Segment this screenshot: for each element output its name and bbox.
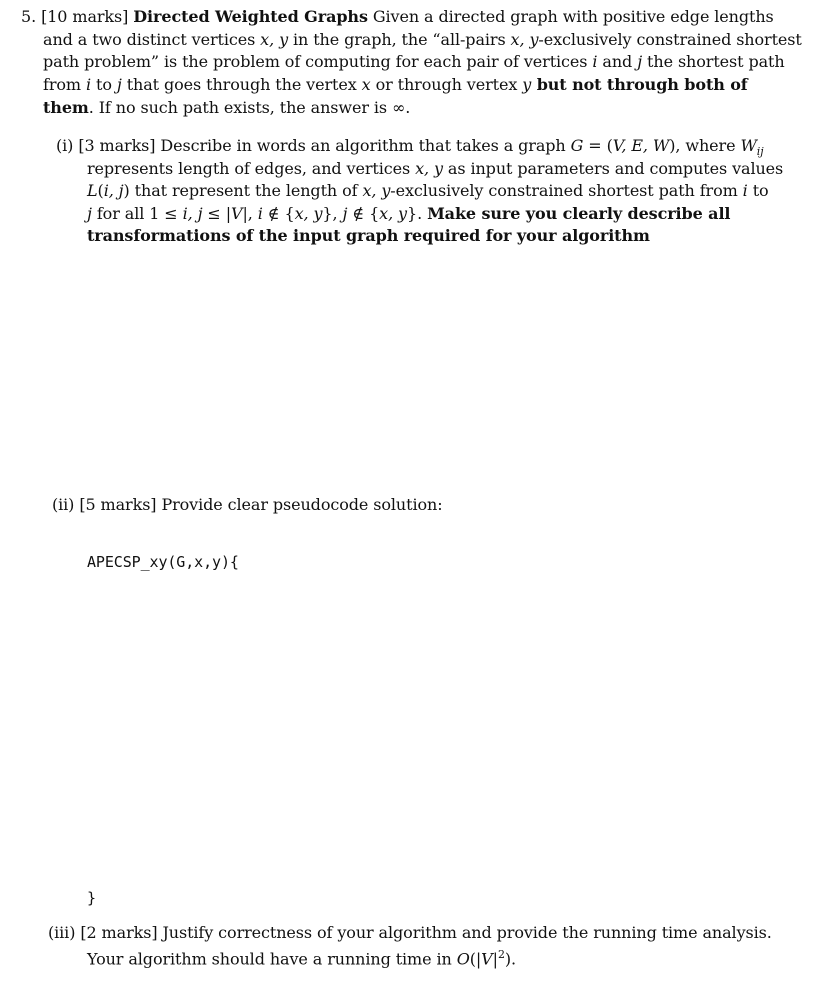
pseudocode-open: APECSP_xy(G,x,y){ [87,553,239,571]
question-line-3: path problem” is the problem of computing for each pair of vertices i and j the shortest path [43,52,785,71]
part-i-line-3: L(i, j) that represent the length of x, y-exclusively constrained shortest path from i to [87,181,769,200]
question-line-2: and a two distinct vertices x, y in the graph, the “all-pairs x, y-exclusively constrained shortest [43,30,802,49]
question-line-4: from i to j that goes through the vertex x or through vertex y but not through both of [43,75,748,94]
part-iii-line-1: (iii) [2 marks] Justify correctness of your algorithm and provide the running time analysis. [48,923,772,942]
question-line-5: them. If no such path exists, the answer is ∞. [43,98,411,117]
question-text: Given a directed graph with positive edge lengths [367,7,774,26]
question-number: 5. [21,7,37,26]
part-i-line-2: represents length of edges, and vertices x, y as input parameters and computes values [87,159,784,178]
part-ii-marks: [5 marks] [79,495,157,514]
part-iii-marks: [2 marks] [80,923,158,942]
part-iii-line-2: Your algorithm should have a running time in $O(|V|^2)$. [87,948,516,969]
question-title: Directed Weighted Graphs [133,7,368,26]
pseudocode-close: } [87,889,96,907]
part-iii-label: (iii) [48,923,76,942]
part-ii-line-1: (ii) [5 marks] Provide clear pseudocode solution: [52,495,443,514]
question-line-1 [21,6,774,28]
question-marks: [10 marks] [41,7,129,26]
part-i-line-1: (i) [3 marks] Describe in words an algorithm that takes a graph G = (V, E, W), where $W_{ij}$ [56,136,764,159]
part-i-label: (i) [56,136,74,155]
part-i-line-4: j for all 1 ≤ i, j ≤ |V|, i ∉ {x, y}, j ∉ {x, y}. Make sure you clearly describe all [87,204,731,223]
part-ii-label: (ii) [52,495,75,514]
part-i-marks: [3 marks] [78,136,156,155]
part-i-line-5: transformations of the input graph required for your algorithm [87,226,650,245]
